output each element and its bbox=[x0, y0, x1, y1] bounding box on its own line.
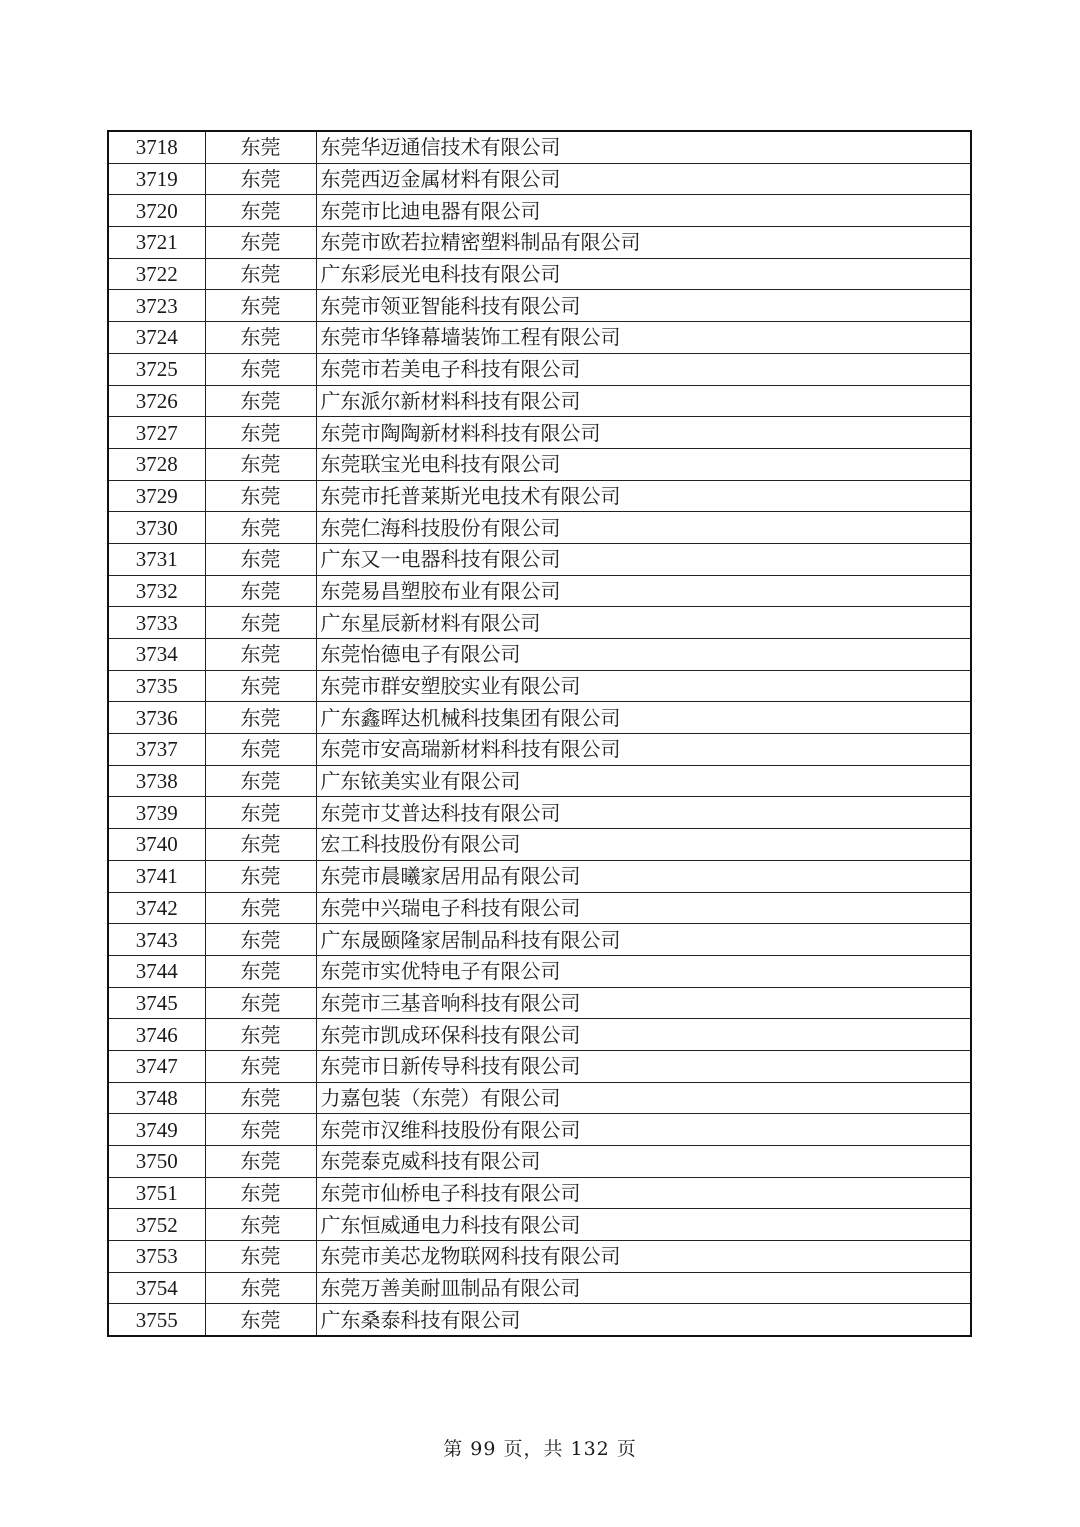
table-row bbox=[108, 353, 971, 385]
row-number: 3752 bbox=[108, 1209, 205, 1241]
table-row bbox=[108, 195, 971, 227]
row-city: 东莞 bbox=[205, 670, 316, 702]
row-number: 3741 bbox=[108, 860, 205, 892]
row-number: 3745 bbox=[108, 987, 205, 1019]
row-number: 3735 bbox=[108, 670, 205, 702]
row-city: 东莞 bbox=[205, 1304, 316, 1336]
row-company-name: 东莞市若美电子科技有限公司 bbox=[316, 353, 971, 385]
row-number: 3749 bbox=[108, 1114, 205, 1146]
row-company-name: 东莞市日新传导科技有限公司 bbox=[316, 1050, 971, 1082]
row-company-name: 广东晟颐隆家居制品科技有限公司 bbox=[316, 924, 971, 956]
row-number: 3729 bbox=[108, 480, 205, 512]
row-number: 3724 bbox=[108, 322, 205, 354]
row-city: 东莞 bbox=[205, 860, 316, 892]
row-number: 3737 bbox=[108, 734, 205, 766]
row-company-name: 东莞市欧若拉精密塑料制品有限公司 bbox=[316, 227, 971, 259]
row-city: 东莞 bbox=[205, 227, 316, 259]
row-company-name: 东莞市艾普达科技有限公司 bbox=[316, 797, 971, 829]
row-company-name: 东莞华迈通信技术有限公司 bbox=[316, 131, 971, 163]
table-row bbox=[108, 1146, 971, 1178]
row-company-name: 东莞市群安塑胶实业有限公司 bbox=[316, 670, 971, 702]
row-city: 东莞 bbox=[205, 639, 316, 671]
row-company-name: 东莞市晨曦家居用品有限公司 bbox=[316, 860, 971, 892]
table-row bbox=[108, 417, 971, 449]
row-number: 3736 bbox=[108, 702, 205, 734]
row-company-name: 东莞市美芯龙物联网科技有限公司 bbox=[316, 1241, 971, 1273]
row-number: 3722 bbox=[108, 258, 205, 290]
table-row bbox=[108, 924, 971, 956]
row-company-name: 东莞万善美耐皿制品有限公司 bbox=[316, 1272, 971, 1304]
row-city: 东莞 bbox=[205, 131, 316, 163]
row-company-name: 广东恒威通电力科技有限公司 bbox=[316, 1209, 971, 1241]
table-row bbox=[108, 829, 971, 861]
row-number: 3739 bbox=[108, 797, 205, 829]
table-row bbox=[108, 639, 971, 671]
row-company-name: 东莞市安高瑞新材料科技有限公司 bbox=[316, 734, 971, 766]
row-company-name: 东莞市比迪电器有限公司 bbox=[316, 195, 971, 227]
row-company-name: 东莞市实优特电子有限公司 bbox=[316, 955, 971, 987]
row-company-name: 东莞市托普莱斯光电技术有限公司 bbox=[316, 480, 971, 512]
row-number: 3751 bbox=[108, 1177, 205, 1209]
table-row bbox=[108, 227, 971, 259]
row-number: 3746 bbox=[108, 1019, 205, 1051]
row-city: 东莞 bbox=[205, 258, 316, 290]
row-number: 3744 bbox=[108, 955, 205, 987]
row-company-name: 东莞市陶陶新材料科技有限公司 bbox=[316, 417, 971, 449]
table-row bbox=[108, 892, 971, 924]
row-number: 3755 bbox=[108, 1304, 205, 1336]
row-city: 东莞 bbox=[205, 575, 316, 607]
row-company-name: 广东彩辰光电科技有限公司 bbox=[316, 258, 971, 290]
row-number: 3723 bbox=[108, 290, 205, 322]
row-number: 3750 bbox=[108, 1146, 205, 1178]
row-city: 东莞 bbox=[205, 765, 316, 797]
row-number: 3727 bbox=[108, 417, 205, 449]
row-company-name: 东莞怡德电子有限公司 bbox=[316, 639, 971, 671]
row-city: 东莞 bbox=[205, 924, 316, 956]
row-city: 东莞 bbox=[205, 385, 316, 417]
row-city: 东莞 bbox=[205, 195, 316, 227]
row-number: 3720 bbox=[108, 195, 205, 227]
row-company-name: 东莞市三基音响科技有限公司 bbox=[316, 987, 971, 1019]
table-row bbox=[108, 987, 971, 1019]
row-city: 东莞 bbox=[205, 734, 316, 766]
row-company-name: 广东鑫晖达机械科技集团有限公司 bbox=[316, 702, 971, 734]
table-row bbox=[108, 575, 971, 607]
table-row bbox=[108, 1272, 971, 1304]
row-city: 东莞 bbox=[205, 322, 316, 354]
row-city: 东莞 bbox=[205, 1241, 316, 1273]
table-row bbox=[108, 765, 971, 797]
table-row bbox=[108, 1241, 971, 1273]
table-row bbox=[108, 702, 971, 734]
table-row bbox=[108, 163, 971, 195]
row-number: 3733 bbox=[108, 607, 205, 639]
table-row bbox=[108, 322, 971, 354]
row-company-name: 广东铱美实业有限公司 bbox=[316, 765, 971, 797]
row-city: 东莞 bbox=[205, 1082, 316, 1114]
row-city: 东莞 bbox=[205, 480, 316, 512]
table-row bbox=[108, 1114, 971, 1146]
row-city: 东莞 bbox=[205, 829, 316, 861]
company-table-body bbox=[108, 131, 971, 1336]
row-number: 3754 bbox=[108, 1272, 205, 1304]
table-row bbox=[108, 670, 971, 702]
company-table bbox=[107, 130, 972, 1337]
row-company-name: 广东星辰新材料有限公司 bbox=[316, 607, 971, 639]
row-city: 东莞 bbox=[205, 1272, 316, 1304]
row-city: 东莞 bbox=[205, 987, 316, 1019]
row-number: 3738 bbox=[108, 765, 205, 797]
row-number: 3725 bbox=[108, 353, 205, 385]
row-number: 3740 bbox=[108, 829, 205, 861]
table-row bbox=[108, 607, 971, 639]
row-company-name: 东莞中兴瑞电子科技有限公司 bbox=[316, 892, 971, 924]
row-company-name: 东莞泰克威科技有限公司 bbox=[316, 1146, 971, 1178]
row-number: 3734 bbox=[108, 639, 205, 671]
table-row bbox=[108, 797, 971, 829]
table-row bbox=[108, 1304, 971, 1336]
row-city: 东莞 bbox=[205, 448, 316, 480]
table-row bbox=[108, 290, 971, 322]
table-row bbox=[108, 1082, 971, 1114]
row-company-name: 东莞联宝光电科技有限公司 bbox=[316, 448, 971, 480]
row-city: 东莞 bbox=[205, 543, 316, 575]
row-city: 东莞 bbox=[205, 955, 316, 987]
row-number: 3748 bbox=[108, 1082, 205, 1114]
row-company-name: 宏工科技股份有限公司 bbox=[316, 829, 971, 861]
row-company-name: 广东又一电器科技有限公司 bbox=[316, 543, 971, 575]
row-city: 东莞 bbox=[205, 353, 316, 385]
row-number: 3731 bbox=[108, 543, 205, 575]
table-row bbox=[108, 1019, 971, 1051]
table-row bbox=[108, 1050, 971, 1082]
table-row bbox=[108, 131, 971, 163]
table-row bbox=[108, 480, 971, 512]
row-number: 3721 bbox=[108, 227, 205, 259]
row-company-name: 东莞市华锋幕墙装饰工程有限公司 bbox=[316, 322, 971, 354]
table-row bbox=[108, 1209, 971, 1241]
row-city: 东莞 bbox=[205, 607, 316, 639]
row-number: 3719 bbox=[108, 163, 205, 195]
row-city: 东莞 bbox=[205, 1019, 316, 1051]
table-row bbox=[108, 1177, 971, 1209]
page-footer: 第 99 页，共 132 页 bbox=[443, 1438, 637, 1460]
row-number: 3743 bbox=[108, 924, 205, 956]
row-number: 3747 bbox=[108, 1050, 205, 1082]
row-company-name: 东莞市凯成环保科技有限公司 bbox=[316, 1019, 971, 1051]
row-company-name: 东莞仁海科技股份有限公司 bbox=[316, 512, 971, 544]
table-row bbox=[108, 258, 971, 290]
row-city: 东莞 bbox=[205, 512, 316, 544]
row-number: 3753 bbox=[108, 1241, 205, 1273]
row-company-name: 东莞市领亚智能科技有限公司 bbox=[316, 290, 971, 322]
row-city: 东莞 bbox=[205, 1114, 316, 1146]
table-row bbox=[108, 385, 971, 417]
row-city: 东莞 bbox=[205, 797, 316, 829]
table-row bbox=[108, 955, 971, 987]
row-city: 东莞 bbox=[205, 417, 316, 449]
row-city: 东莞 bbox=[205, 892, 316, 924]
row-number: 3728 bbox=[108, 448, 205, 480]
row-company-name: 东莞易昌塑胶布业有限公司 bbox=[316, 575, 971, 607]
row-city: 东莞 bbox=[205, 1177, 316, 1209]
table-row bbox=[108, 543, 971, 575]
row-city: 东莞 bbox=[205, 290, 316, 322]
row-number: 3718 bbox=[108, 131, 205, 163]
row-number: 3732 bbox=[108, 575, 205, 607]
row-city: 东莞 bbox=[205, 1050, 316, 1082]
row-city: 东莞 bbox=[205, 1146, 316, 1178]
row-company-name: 广东派尔新材料科技有限公司 bbox=[316, 385, 971, 417]
row-number: 3726 bbox=[108, 385, 205, 417]
table-row bbox=[108, 734, 971, 766]
row-company-name: 东莞西迈金属材料有限公司 bbox=[316, 163, 971, 195]
row-city: 东莞 bbox=[205, 702, 316, 734]
row-number: 3742 bbox=[108, 892, 205, 924]
row-company-name: 力嘉包装（东莞）有限公司 bbox=[316, 1082, 971, 1114]
row-number: 3730 bbox=[108, 512, 205, 544]
table-row bbox=[108, 512, 971, 544]
row-city: 东莞 bbox=[205, 163, 316, 195]
table-row bbox=[108, 860, 971, 892]
row-company-name: 广东桑泰科技有限公司 bbox=[316, 1304, 971, 1336]
row-company-name: 东莞市汉维科技股份有限公司 bbox=[316, 1114, 971, 1146]
row-city: 东莞 bbox=[205, 1209, 316, 1241]
row-company-name: 东莞市仙桥电子科技有限公司 bbox=[316, 1177, 971, 1209]
table-row bbox=[108, 448, 971, 480]
